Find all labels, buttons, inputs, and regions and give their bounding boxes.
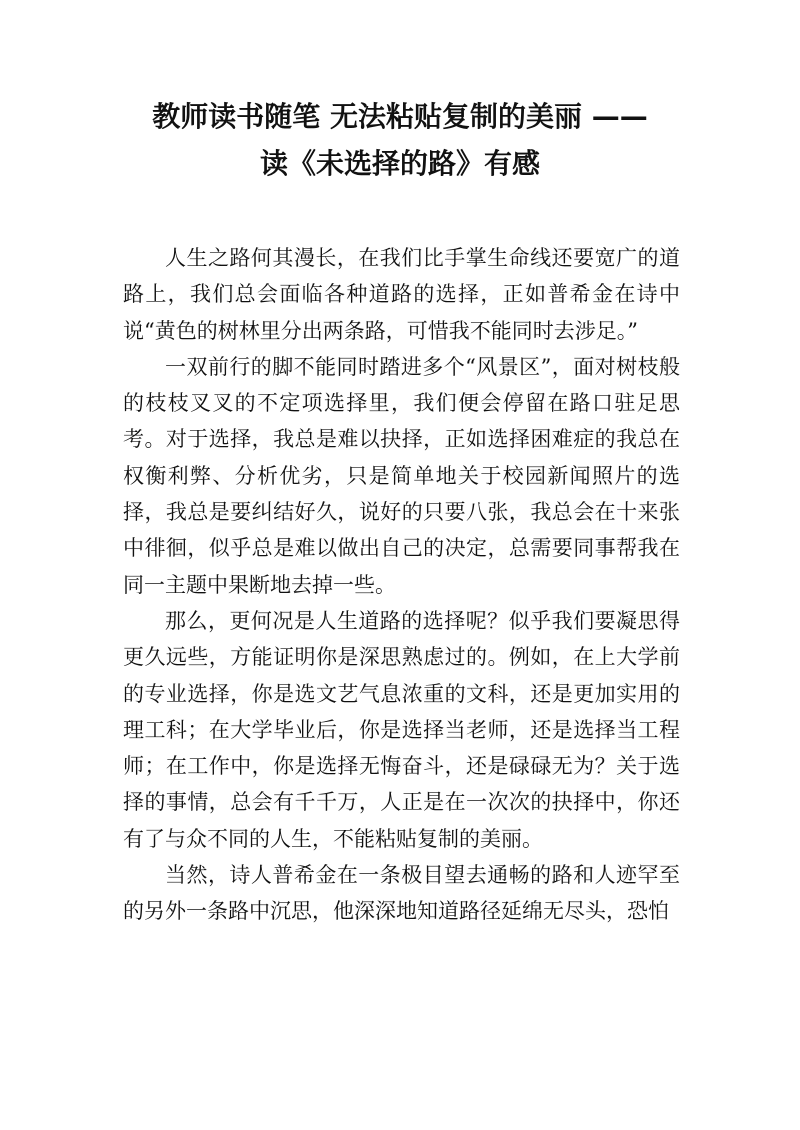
paragraph-4: 当然，诗人普希金在一条极目望去通畅的路和人迹罕至的另外一条路中沉思，他深深地知道路径延绵无尽头，恐怕 bbox=[123, 863, 680, 924]
paragraph-3: 那么，更何况是人生道路的选择呢？似乎我们要凝思得更久远些，方能证明你是深思熟虑过的。例如，在上大学前的专业选择，你是选文艺气息浓重的文科，还是更加实用的理工科；在大学毕业后，你是选择当老师，还是选择当工程师；在工作中，你是选择无悔奋斗，还是碌碌无为？关于选择的事情，总会有千千万，人正是在一次次的抉择中，你还有了与众不同的人生，不能粘贴复制的美丽。 bbox=[123, 608, 680, 851]
document-title-line-1: 教师读书随笔 无法粘贴复制的美丽 —— bbox=[152, 100, 648, 133]
document-title-line-2: 读《未选择的路》有感 bbox=[259, 147, 540, 180]
document-body bbox=[123, 240, 680, 930]
paragraph-2: 一双前行的脚不能同时踏进多个“风景区”，面对树枝般的枝枝叉叉的不定项选择里，我们便会停留在路口驻足思考。对于选择，我总是难以抉择，正如选择困难症的我总在权衡利弊、分析优劣，只是简单地关于校园新闻照片的选择，我总是要纠结好久，说好的只要八张，我总会在十来张中徘徊，似乎总是难以做出自己的决定，总需要同事帮我在同一主题中果断地去掉一些。 bbox=[123, 354, 680, 597]
paragraph-1: 人生之路何其漫长，在我们比手掌生命线还要宽广的道路上，我们总会面临各种道路的选择，正如普希金在诗中说“黄色的树林里分出两条路，可惜我不能同时去涉足。” bbox=[123, 246, 680, 343]
